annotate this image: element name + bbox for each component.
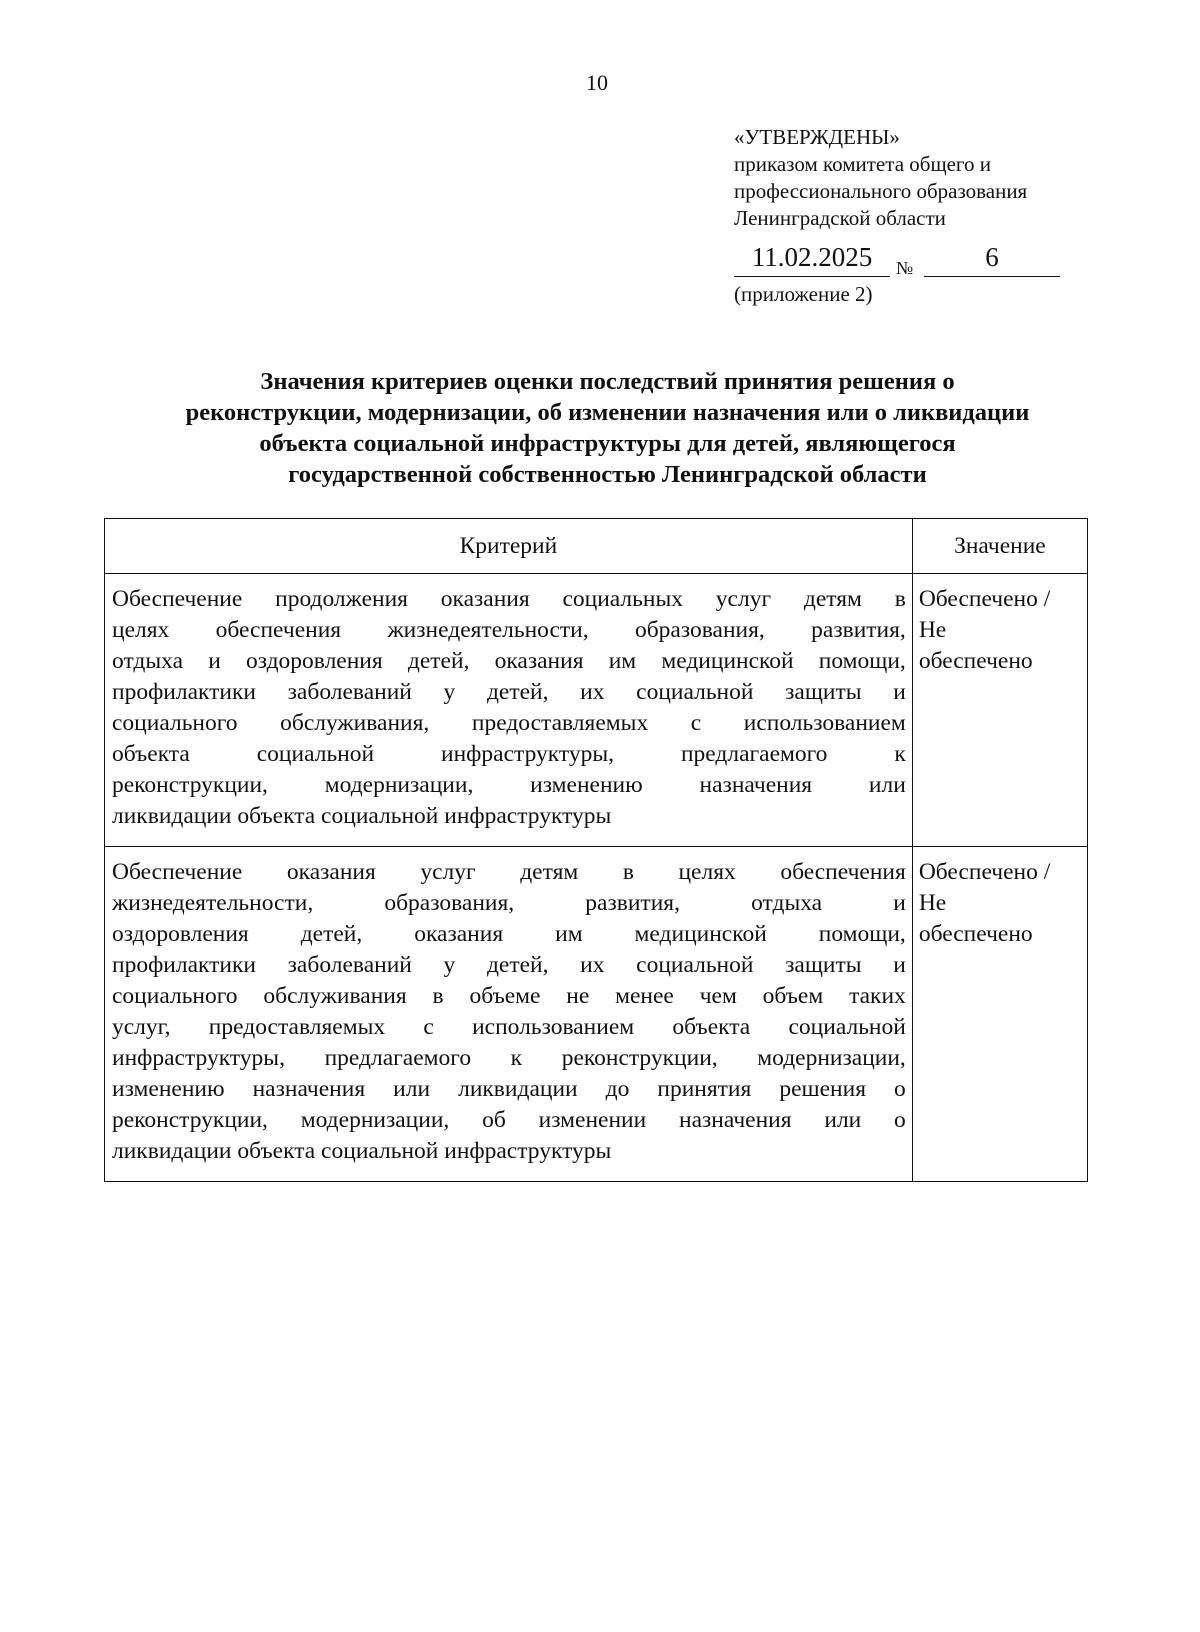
value-text-line: обеспечено bbox=[918, 921, 1033, 947]
title-line: объекта социальной инфраструктуры для детей, являющегося bbox=[259, 430, 956, 457]
title-line: государственной собственностью Ленинградской области bbox=[288, 461, 927, 488]
order-date: 11.02.2025 bbox=[734, 240, 890, 277]
criterion-text-line: социального обслуживания, предоставляемых с использованием bbox=[112, 710, 906, 736]
criterion-text-line: реконструкции, модернизации, изменению назначения или bbox=[112, 772, 906, 798]
criterion-text-line: профилактики заболеваний у детей, их социальной защиты и bbox=[112, 952, 906, 978]
approval-line: Ленинградской области bbox=[734, 206, 946, 230]
criterion-text-line: реконструкции, модернизации, об изменении назначения или о bbox=[112, 1107, 906, 1133]
appendix-note: (приложение 2) bbox=[734, 282, 873, 306]
value-cell bbox=[912, 574, 1087, 847]
criterion-text-line: услуг, предоставляемых с использованием объекта социальной bbox=[112, 1014, 906, 1040]
criterion-cell bbox=[105, 847, 913, 1182]
value-text-line: Обеспечено / bbox=[918, 859, 1051, 885]
criterion-text-line: объекта социальной инфраструктуры, предлагаемого к bbox=[112, 741, 906, 767]
criterion-text-line: жизнедеятельности, образования, развития, отдыха и bbox=[112, 890, 906, 916]
approval-heading: «УТВЕРЖДЕНЫ» bbox=[734, 125, 900, 149]
approval-line: профессионального образования bbox=[734, 179, 1028, 203]
criterion-text-line: ликвидации объекта социальной инфраструктуры bbox=[112, 803, 612, 829]
criterion-cell bbox=[105, 574, 913, 847]
title-line: реконструкции, модернизации, об изменении назначения или о ликвидации bbox=[185, 399, 1030, 426]
header-value: Значение bbox=[912, 519, 1087, 574]
page-number: 10 bbox=[586, 70, 608, 95]
table-header-row bbox=[105, 519, 1088, 574]
value-text-line: обеспечено bbox=[918, 648, 1033, 674]
criterion-text-line: Обеспечение оказания услуг детям в целях обеспечения bbox=[112, 859, 906, 885]
document-title bbox=[100, 366, 1115, 490]
approval-stamp bbox=[734, 124, 1114, 232]
criterion-text-line: инфраструктуры, предлагаемого к реконструкции, модернизации, bbox=[112, 1045, 906, 1071]
criterion-text-line: оздоровления детей, оказания им медицинской помощи, bbox=[112, 921, 906, 947]
order-number: 6 bbox=[924, 240, 1060, 277]
value-text-line: Не bbox=[918, 890, 947, 916]
criterion-text-line: социального обслуживания в объеме не менее чем объем таких bbox=[112, 983, 906, 1009]
criterion-text-line: профилактики заболеваний у детей, их социальной защиты и bbox=[112, 679, 906, 705]
value-text-line: Не bbox=[918, 617, 947, 643]
order-number-sign: № bbox=[896, 258, 914, 278]
value-cell bbox=[912, 847, 1087, 1182]
order-details bbox=[734, 240, 1064, 280]
header-criterion: Критерий bbox=[105, 519, 913, 574]
table-row bbox=[105, 574, 1088, 847]
approval-line: приказом комитета общего и bbox=[734, 152, 992, 176]
criterion-text-line: изменению назначения или ликвидации до принятия решения о bbox=[112, 1076, 906, 1102]
criterion-text-line: целях обеспечения жизнедеятельности, образования, развития, bbox=[112, 617, 906, 643]
criterion-text-line: отдыха и оздоровления детей, оказания им медицинской помощи, bbox=[112, 648, 906, 674]
value-text-line: Обеспечено / bbox=[918, 586, 1051, 612]
criteria-table bbox=[104, 518, 1088, 1182]
criterion-text-line: Обеспечение продолжения оказания социальных услуг детям в bbox=[112, 586, 906, 612]
criterion-text-line: ликвидации объекта социальной инфраструктуры bbox=[112, 1138, 612, 1164]
table-row bbox=[105, 847, 1088, 1182]
title-line: Значения критериев оценки последствий принятия решения о bbox=[260, 368, 955, 395]
